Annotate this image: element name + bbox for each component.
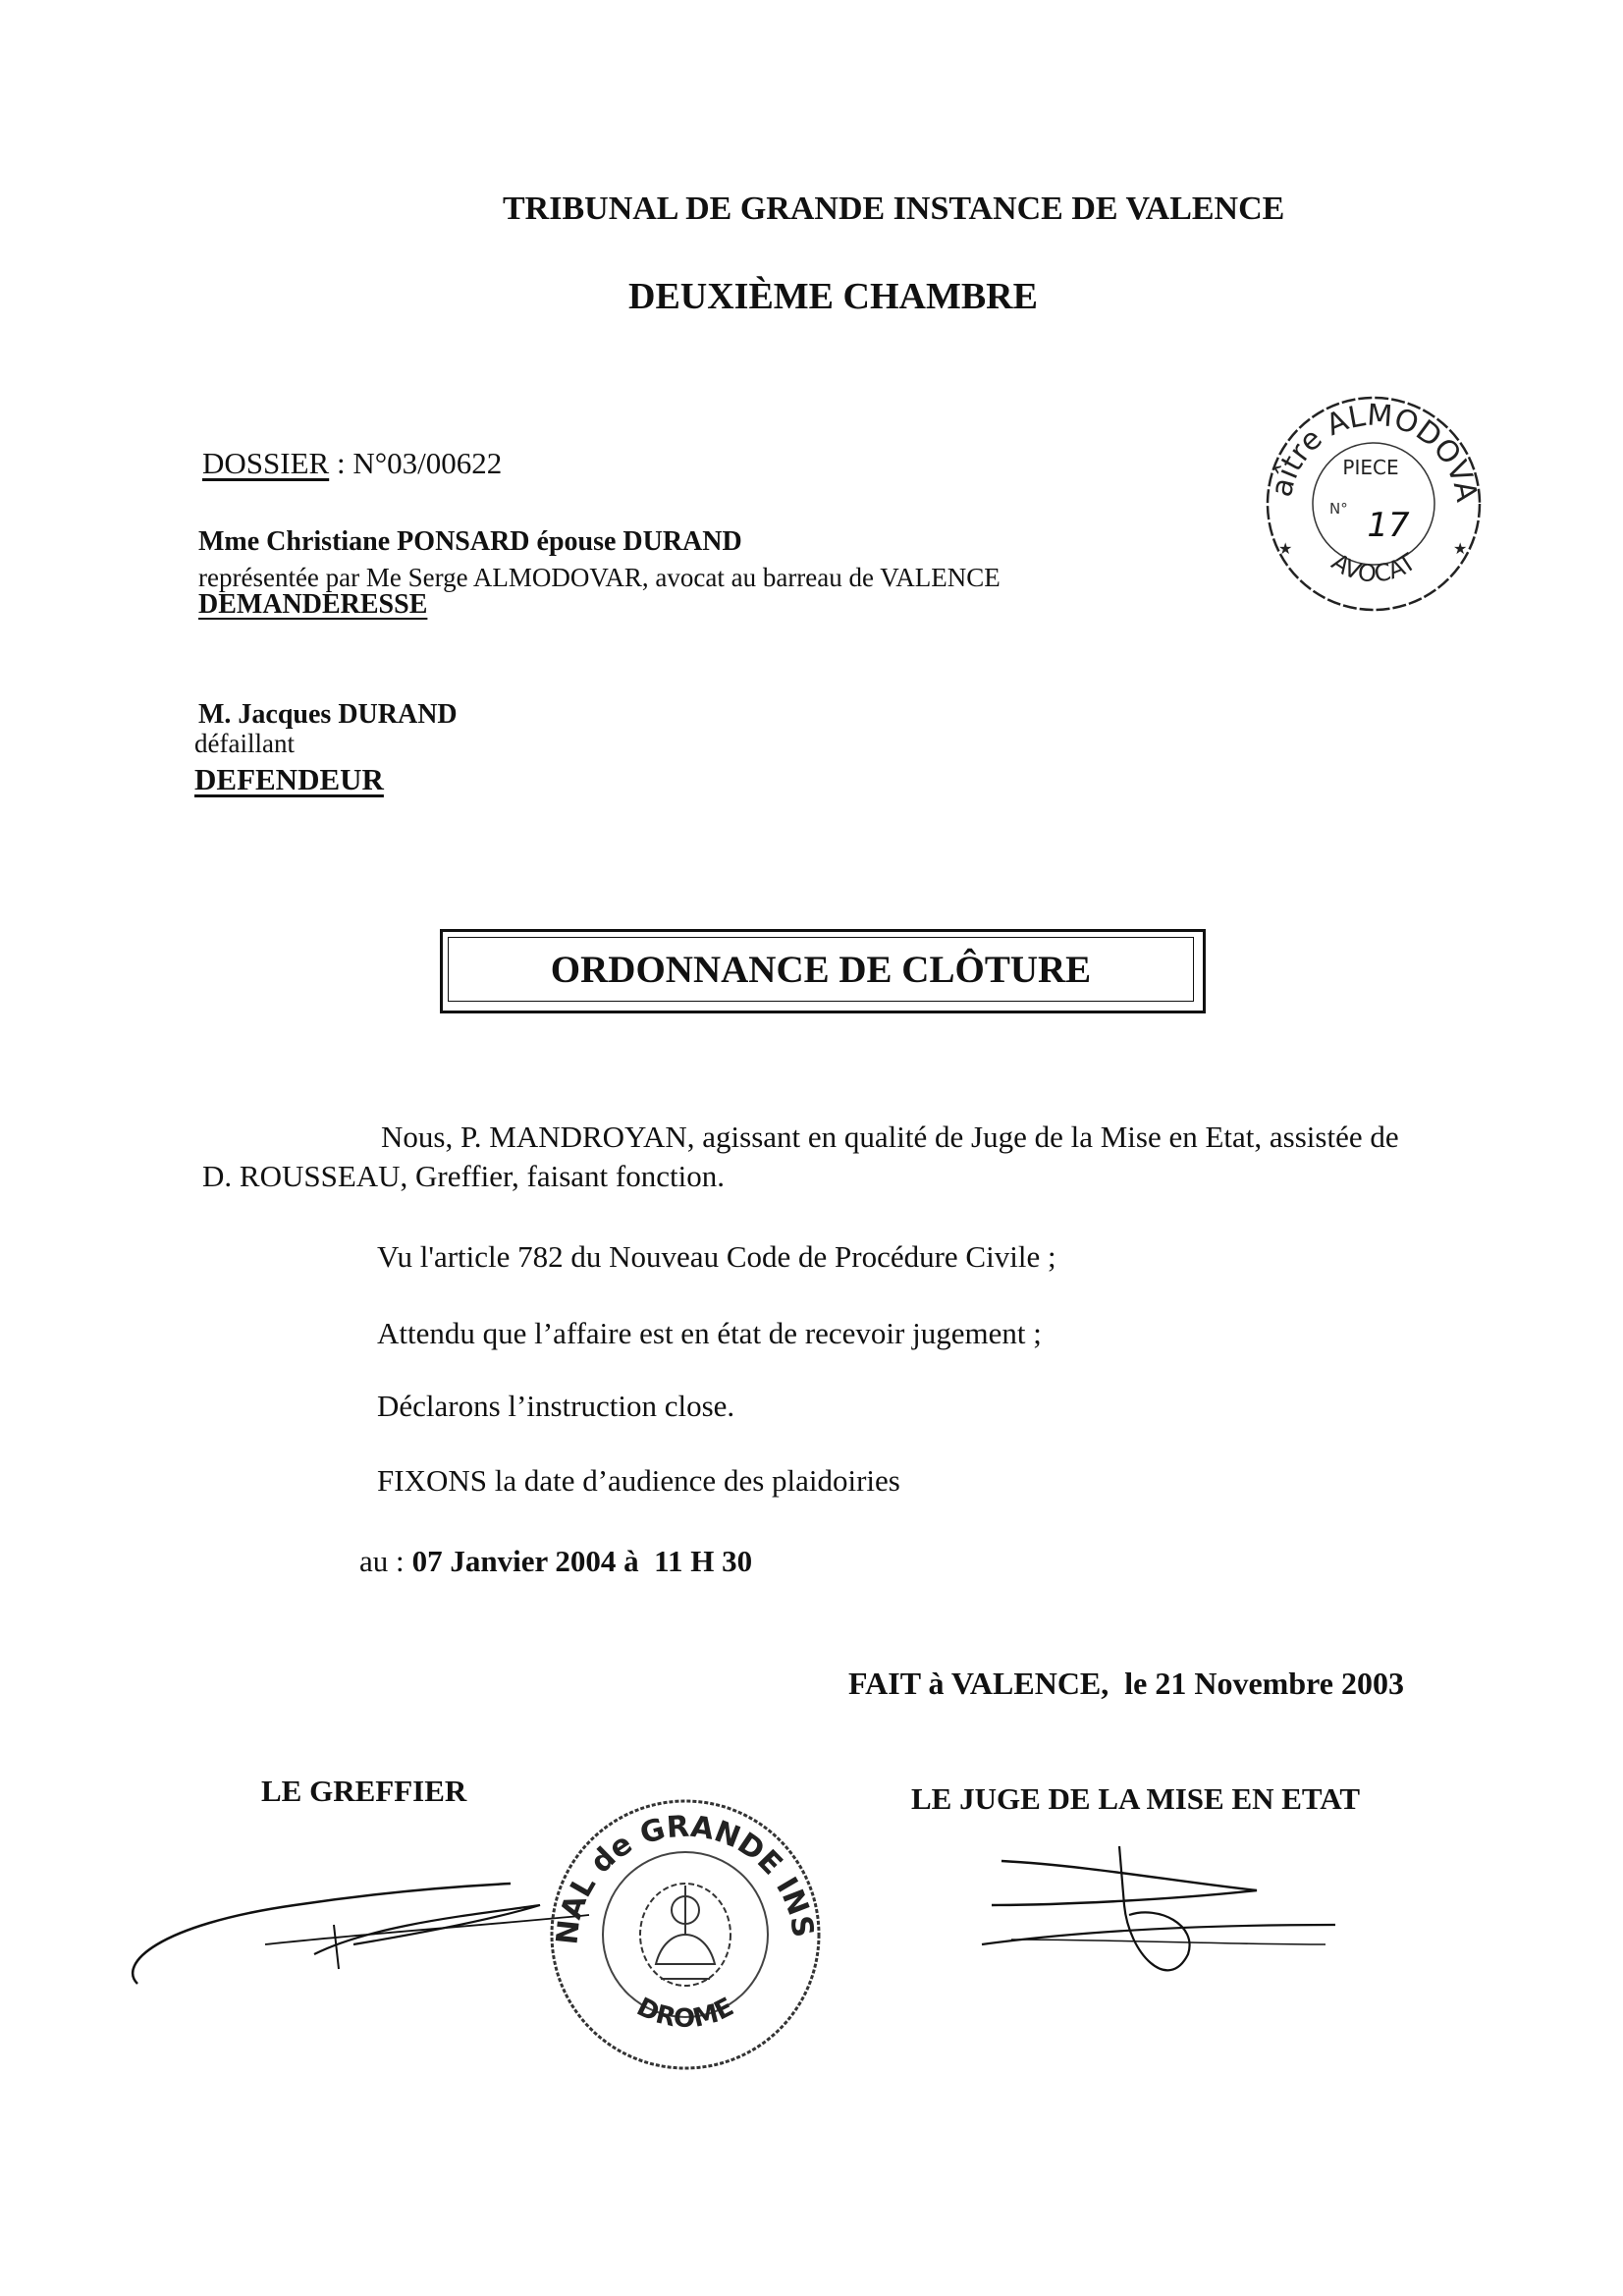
lawyer-stamp-piece-label: PIECE	[1342, 456, 1399, 479]
star-icon: ★	[1453, 541, 1468, 558]
judge-signature	[972, 1846, 1345, 1994]
hearing-date-prefix: au :	[359, 1544, 405, 1578]
lawyer-stamp-bottom-text: AVOCAT	[1326, 548, 1421, 588]
plaintiff-representation: représentée par Me Serge ALMODOVAR, avocat au barreau de VALENCE	[198, 563, 1001, 592]
court-seal-bottom-text: DROME	[631, 1992, 739, 2034]
lawyer-stamp-ring-text: Maître ALMODOVAR	[1248, 364, 1484, 505]
dossier-separator: :	[329, 446, 353, 480]
body-line-6: FIXONS la date d’audience des plaidoiries	[377, 1463, 900, 1498]
court-seal	[525, 1761, 833, 2082]
chamber-title: DEUXIÈME CHAMBRE	[628, 276, 1038, 317]
plaintiff-role: DEMANDERESSE	[198, 589, 428, 620]
lawyer-stamp	[1248, 364, 1487, 617]
judge-title: LE JUGE DE LA MISE EN ETAT	[911, 1781, 1361, 1816]
lawyer-stamp-number-label: N°	[1329, 500, 1348, 518]
defendant-role: DEFENDEUR	[194, 762, 384, 796]
dossier-line	[202, 446, 502, 481]
dossier-label: DOSSIER	[202, 446, 330, 480]
marianne-emblem	[640, 1884, 730, 1986]
plaintiff-name: Mme Christiane PONSARD épouse DURAND	[198, 526, 742, 557]
title-box	[448, 937, 1194, 1002]
star-icon: ★	[1278, 541, 1293, 558]
body-line-1: Nous, P. MANDROYAN, agissant en qualité de Juge de la Mise en Etat, assistée de	[381, 1120, 1399, 1154]
place-and-date: FAIT à VALENCE, le 21 Novembre 2003	[848, 1666, 1404, 1701]
body-line-5: Déclarons l’instruction close.	[377, 1389, 735, 1423]
clerk-title: LE GREFFIER	[261, 1774, 467, 1808]
hearing-date-line	[359, 1544, 752, 1579]
court-seal-ring-text: TRIBUNAL de GRANDE INSTANCE	[525, 1761, 821, 1946]
defendant-name: M. Jacques DURAND	[198, 699, 458, 730]
body-line-3: Vu l'article 782 du Nouveau Code de Procédure Civile ;	[377, 1239, 1056, 1274]
body-line-2: D. ROUSSEAU, Greffier, faisant fonction.	[202, 1159, 725, 1193]
lawyer-stamp-piece-number: 17	[1367, 506, 1410, 545]
dossier-number: N°03/00622	[352, 446, 503, 480]
document-title: ORDONNANCE DE CLÔTURE	[550, 948, 1092, 991]
court-title: TRIBUNAL DE GRANDE INSTANCE DE VALENCE	[503, 191, 1285, 227]
body-line-4: Attendu que l’affaire est en état de recevoir jugement ;	[377, 1316, 1042, 1350]
hearing-date-value: 07 Janvier 2004 à 11 H 30	[411, 1544, 753, 1578]
defendant-status: défaillant	[194, 729, 295, 758]
